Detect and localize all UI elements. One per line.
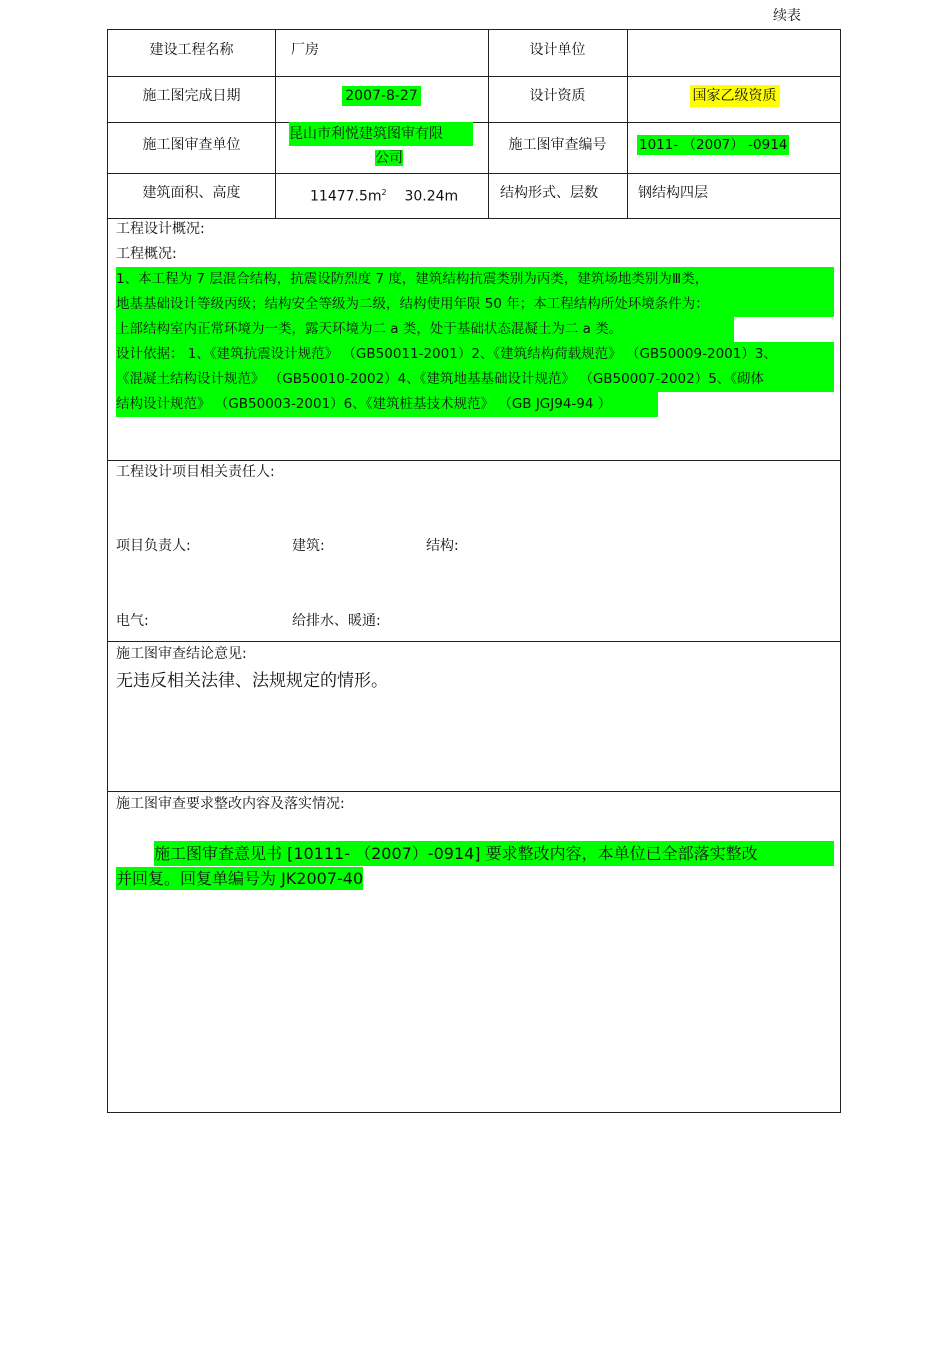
- responsible-heading: 工程设计项目相关责任人:: [116, 464, 275, 480]
- project-lead-label: 项目负责人:: [116, 538, 191, 554]
- plumbing-hvac-label: 给排水、暖通:: [292, 613, 381, 629]
- structure-value: 钢结构四层: [638, 185, 708, 201]
- area-height-label: 建筑面积、高度: [142, 185, 241, 201]
- overview-line: 1、本工程为 7 层混合结构，抗震设防烈度 7 度，建筑结构抗震类别为丙类，建筑场地类别为Ⅲ类，: [116, 267, 834, 292]
- rectification-line2: 并回复。回复单编号为 JK2007-40: [116, 869, 364, 888]
- area-value: 11477.5m: [310, 188, 382, 205]
- row-divider: [108, 460, 840, 461]
- overview-body: [116, 267, 834, 417]
- overview-line: 设计依据： 1、《建筑抗震设计规范》 （GB50011-2001）2、《建筑结构荷载规范》 （GB50009-2001）3、: [116, 342, 834, 367]
- review-number-value: 1011- （2007） -0914: [639, 137, 788, 153]
- column-divider: [627, 30, 628, 218]
- overview-heading: 工程设计概况:: [116, 221, 205, 237]
- architecture-label: 建筑:: [292, 538, 325, 554]
- review-form-table: [107, 29, 841, 1113]
- continuation-label: 续表: [773, 8, 801, 24]
- project-name-value: 厂房: [291, 42, 319, 58]
- row-divider: [108, 122, 840, 123]
- area-height-value: [310, 183, 458, 207]
- area-superscript: 2: [381, 188, 387, 197]
- conclusion-text: 无违反相关法律、法规规定的情形。: [116, 671, 388, 691]
- row-divider: [108, 218, 840, 219]
- project-name-label: 建设工程名称: [149, 42, 234, 58]
- qualification-value: 国家乙级资质: [690, 85, 780, 107]
- overview-line: 上部结构室内正常环境为一类，露天环境为二 a 类，处于基础状态混凝土为二 a 类。: [116, 317, 734, 342]
- completion-date-label: 施工图完成日期: [142, 88, 241, 104]
- height-value: 30.24m: [404, 188, 459, 205]
- overview-line: 《混凝土结构设计规范》 （GB50010-2002）4、《建筑地基基础设计规范》 （GB50007-2002）5、《砌体: [116, 367, 834, 392]
- rectification-heading: 施工图审查要求整改内容及落实情况:: [116, 796, 345, 812]
- electrical-label: 电气:: [116, 613, 149, 629]
- completion-date-value: 2007-8-27: [342, 86, 420, 106]
- qualification-label: 设计资质: [529, 88, 586, 104]
- row-divider: [108, 173, 840, 174]
- conclusion-heading: 施工图审查结论意见:: [116, 646, 247, 662]
- row-divider: [108, 641, 840, 642]
- rectification-line1: 施工图审查意见书 [10111- （2007）-0914] 要求整改内容，本单位已全部落实整改: [154, 841, 834, 866]
- overview-subheading: 工程概况:: [116, 246, 177, 262]
- structure-lead-label: 结构:: [426, 538, 459, 554]
- review-unit-value-line1: 昆山市利悦建筑图审有限: [289, 122, 473, 146]
- review-number-label: 施工图审查编号: [508, 137, 607, 153]
- design-unit-label: 设计单位: [529, 42, 586, 58]
- review-unit-value-line2: 公司: [375, 150, 403, 166]
- column-divider: [275, 30, 276, 218]
- row-divider: [108, 76, 840, 77]
- structure-label: 结构形式、层数: [500, 185, 598, 201]
- review-unit-label: 施工图审查单位: [142, 137, 241, 153]
- overview-line: 结构设计规范》 （GB50003-2001）6、《建筑桩基技术规范》 （GB JGJ94-94 ）: [116, 392, 658, 417]
- row-divider: [108, 791, 840, 792]
- overview-line: 地基基础设计等级丙级；结构安全等级为二级，结构使用年限 50 年；本工程结构所处环境条件为：: [116, 292, 834, 317]
